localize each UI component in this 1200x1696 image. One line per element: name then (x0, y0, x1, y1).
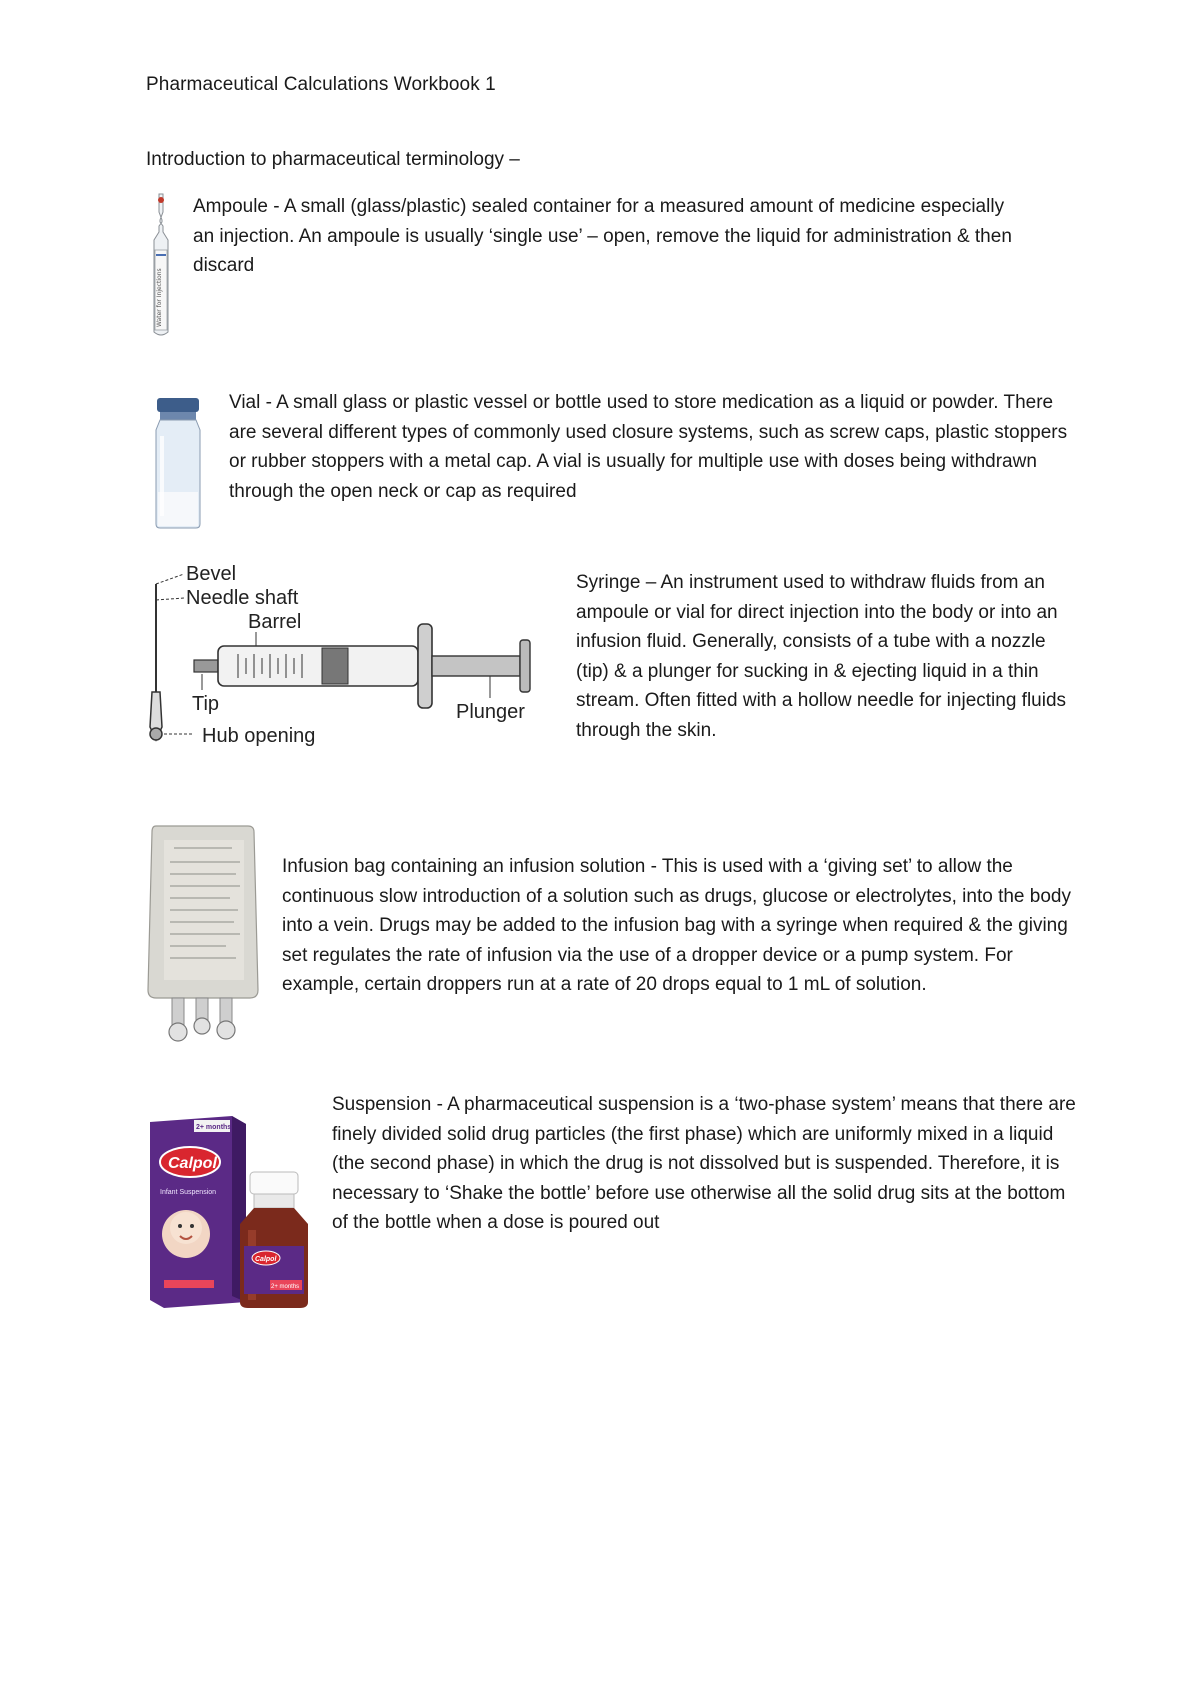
section-title: Introduction to pharmaceutical terminology – (146, 149, 520, 170)
calpol-bottle-badge: 2+ months (271, 1284, 300, 1290)
label-tip: Tip (192, 693, 220, 715)
vial-image (152, 396, 204, 530)
page-header: Pharmaceutical Calculations Workbook 1 (146, 74, 496, 95)
label-barrel: Barrel (248, 611, 302, 633)
calpol-brand: Calpol (168, 1155, 217, 1172)
vial-description: Vial - A small glass or plastic vessel or bottle used to store medication as a liquid or powder. There are several different types of commonly used closure systems, such as screw caps, plastic stoppers or rubber stoppers with a metal cap. A vial is usually for multiple use with doses being withdrawn through the open neck or cap as required (229, 392, 1068, 502)
infusion-bag-image (146, 822, 262, 1048)
calpol-box-subtitle: Infant Suspension (160, 1189, 217, 1196)
syringe-description: Syringe – An instrument used to withdraw fluids from an ampoule or vial for direct injection into the body or into an infusion fluid. Generally, consists of a tube with a nozzle (tip) & a plunger for sucking in & ejecting liquid in a thin stream. Often fitted with a hollow needle for injecting fluids through the skin. (576, 572, 1067, 741)
syringe-diagram (146, 562, 566, 752)
suspension-description: Suspension - A pharmaceutical suspension is a ‘two-phase system’ means that there are finely divided solid drug particles (the first phase) which are uniformly mixed in a liquid (the second phase) in which the drug is not dissolved but is suspended. Therefore, it is necessary to ‘Shake the bottle’ before use otherwise all the solid drug sits at the bottom of the bottle when a dose is poured out (332, 1094, 1076, 1233)
calpol-bottle-brand: Calpol (255, 1256, 277, 1263)
infusion-bag-description: Infusion bag containing an infusion solution - This is used with a ‘giving set’ to allow the continuous slow introduction of a solution such as drugs, glucose or electrolytes, into the body into a vein. Drugs may be added to the infusion bag with a syringe when required & the giving set regulates the rate of infusion via the use of a dropper device or a pump system. For example, certain droppers run at a rate of 20 drops equal to 1 mL of solution. (282, 856, 1071, 995)
ampoule-image (146, 192, 176, 338)
ampoule-description: Ampoule - A small (glass/plastic) sealed container for a measured amount of medicine especially an injection. An ampoule is usually ‘single use’ – open, remove the liquid for administration & then discard (193, 196, 1012, 276)
calpol-box-badge: 2+ months (196, 1124, 232, 1131)
ampoule-label: Water for Injections (156, 268, 163, 327)
label-bevel: Bevel (186, 563, 237, 585)
suspension-image (146, 1112, 336, 1310)
label-needle-shaft: Needle shaft (186, 587, 299, 609)
label-hub-opening: Hub opening (202, 725, 316, 747)
label-plunger: Plunger (456, 701, 525, 723)
